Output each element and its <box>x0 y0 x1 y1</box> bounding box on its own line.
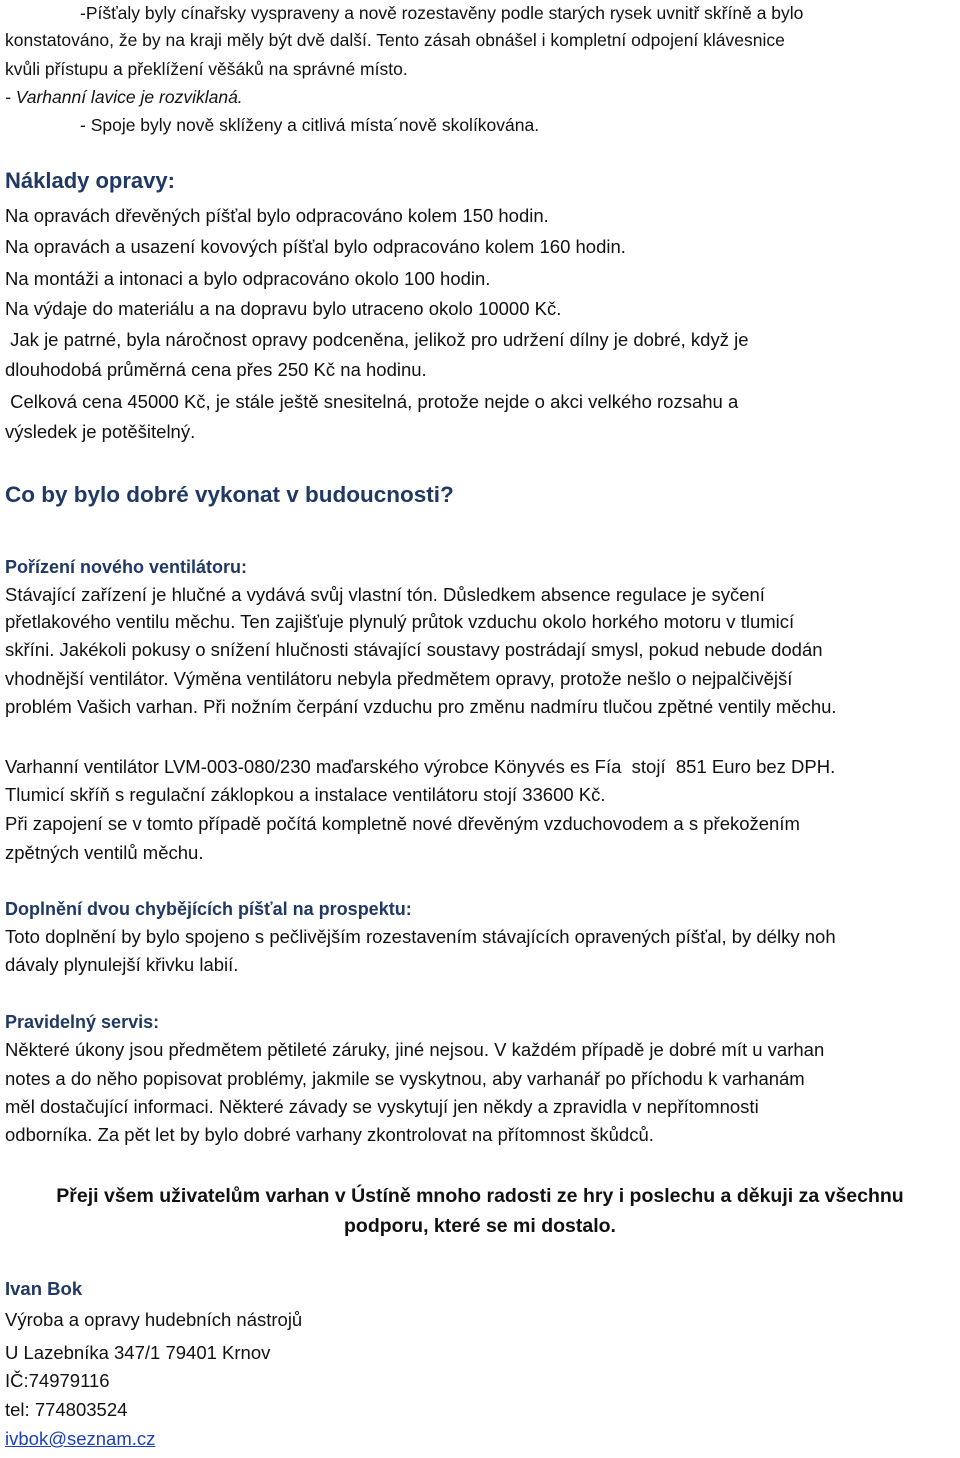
service-line-3: měl dostačující informaci. Některé závady se vyskytují jen někdy a zpravidla v nepřítomnosti <box>5 1096 759 1117</box>
signature-email-link[interactable]: ivbok@seznam.cz <box>5 1428 156 1449</box>
ventilator-line-6: Varhanní ventilátor LVM-003-080/230 maďarského výrobce Könyvés es Fía stojí 851 Euro bez DPH. <box>5 756 836 777</box>
costs-line-1: Na opravách dřevěných píšťal bylo odpracováno kolem 150 hodin. <box>5 205 549 226</box>
closing-line-1: Přeji všem uživatelům varhan v Ústíně mnoho radosti ze hry i poslechu a děkuji za všechnu <box>56 1185 904 1207</box>
ventilator-line-2: přetlakového ventilu měchu. Ten zajišťuje plynulý průtok vzduchu okolo horkého motoru v tlumicí <box>5 611 795 632</box>
ventilator-heading: Pořízení nového ventilátoru: <box>5 557 248 577</box>
costs-line-7: Celková cena 45000 Kč, je stále ještě snesitelná, protože nejde o akci velkého rozsahu a <box>5 391 739 412</box>
pipes-heading: Doplnění dvou chybějících píšťal na prospektu: <box>5 899 412 919</box>
ventilator-line-8: Při zapojení se v tomto případě počítá kompletně nové dřevěným vzduchovodem a s překožením <box>5 813 800 834</box>
service-line-4: odborníka. Za pět let by bylo dobré varhany zkontrolovat na přítomnost škůdců. <box>5 1124 654 1145</box>
intro-line-3: kvůli přístupu a překlížení věšáků na správné místo. <box>5 59 408 79</box>
signature-name: Ivan Bok <box>5 1278 83 1299</box>
ventilator-line-1: Stávající zařízení je hlučné a vydává svůj vlastní tón. Důsledkem absence regulace je syčení <box>5 584 765 605</box>
closing-line-2: podporu, které se mi dostalo. <box>344 1215 616 1237</box>
service-line-1: Některé úkony jsou předmětem pětileté záruky, jiné nejsou. V každém případě je dobré mít u varhan <box>5 1039 825 1060</box>
service-heading: Pravidelný servis: <box>5 1012 160 1032</box>
intro-line-2: konstatováno, že by na kraji měly být dvě další. Tento zásah obnášel i kompletní odpojení klávesnice <box>5 30 785 50</box>
costs-line-4: Na výdaje do materiálu a na dopravu bylo utraceno okolo 10000 Kč. <box>5 298 562 319</box>
ventilator-line-9: zpětných ventilů měchu. <box>5 842 204 863</box>
signature-ico: IČ:74979116 <box>5 1370 110 1391</box>
signature-phone: tel: 774803524 <box>5 1399 128 1420</box>
pipes-line-2: dávaly plynulejší křivku labií. <box>5 954 239 975</box>
intro-line-1: -Píšťaly byly cínařsky vyspraveny a nově rozestavěny podle starých rysek uvnitř skříně a bylo <box>80 3 804 23</box>
costs-line-8: výsledek je potěšitelný. <box>5 421 196 442</box>
intro-line-5: - Spoje byly nově sklíženy a citlivá místa´nově skolíkována. <box>80 115 540 135</box>
future-heading: Co by bylo dobré vykonat v budoucnosti? <box>5 482 454 507</box>
ventilator-line-7: Tlumicí skříň s regulační záklopkou a instalace ventilátoru stojí 33600 Kč. <box>5 784 606 805</box>
costs-heading: Náklady opravy: <box>5 168 175 193</box>
costs-line-5: Jak je patrné, byla náročnost opravy podceněna, jelikož pro udržení dílny je dobré, když je <box>5 329 749 350</box>
costs-line-3: Na montáži a intonaci a bylo odpracováno okolo 100 hodin. <box>5 268 491 289</box>
signature-business: Výroba a opravy hudebních nástrojů <box>5 1309 303 1330</box>
ventilator-line-5: problém Vašich varhan. Při nožním čerpání vzduchu pro změnu nadmíru tlučou zpětné ventily měchu. <box>5 696 837 717</box>
pipes-line-1: Toto doplnění by bylo spojeno s pečlivějším rozestavením stávajících opravených píšťal, by délky noh <box>5 926 836 947</box>
ventilator-line-3: skříni. Jakékoli pokusy o snížení hlučnosti stávající soustavy postrádají smysl, pokud nebude dodán <box>5 639 823 660</box>
costs-line-6: dlouhodobá průměrná cena přes 250 Kč na hodinu. <box>5 359 427 380</box>
signature-address: U Lazebníka 347/1 79401 Krnov <box>5 1342 271 1363</box>
service-line-2: notes a do něho popisovat problémy, jakmile se vyskytnou, aby varhanář po příchodu k varhanám <box>5 1068 805 1089</box>
ventilator-line-4: vhodnější ventilátor. Výměna ventilátoru nebyla předmětem opravy, protože nešlo o nejpalčivější <box>5 668 793 689</box>
intro-line-4: - Varhanní lavice je rozviklaná. <box>5 87 243 107</box>
costs-line-2: Na opravách a usazení kovových píšťal bylo odpracováno kolem 160 hodin. <box>5 236 626 257</box>
